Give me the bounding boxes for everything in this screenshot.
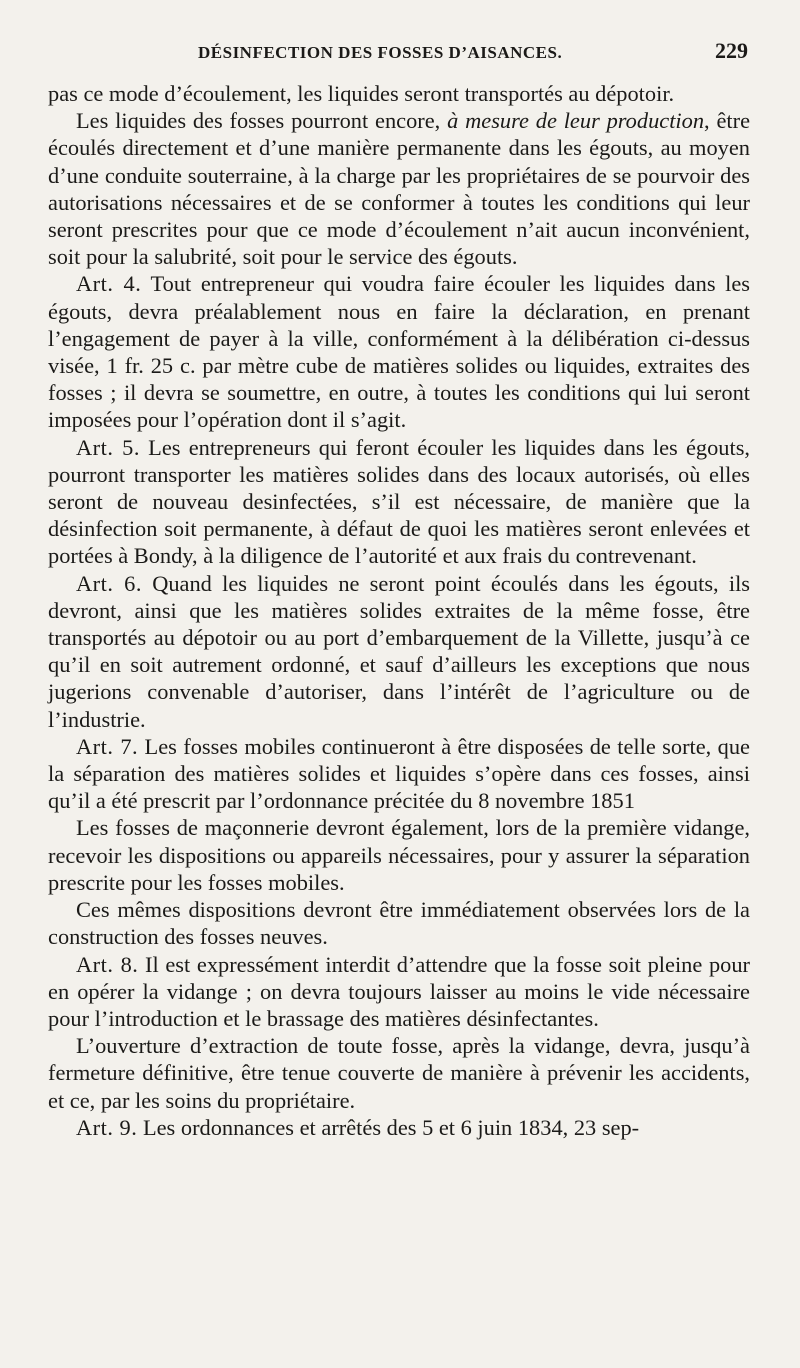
- article-label: Art. 7.: [76, 733, 139, 759]
- article-text: Tout entrepreneur qui voudra faire écouler les liquides dans les égouts, devra préalablement nous en faire la déclaration, en prenant l’engagement de payer à la ville, conformément à la délibération ci-dessus visée, 1 fr. 25 c. par mètre cube de matières solides ou liquides, extraites des fosses ; il devra se soumettre, en outre, à toutes les conditions qui lui seront imposées pour l’opération dont il s’agit.: [48, 271, 750, 433]
- article-9: [48, 1114, 750, 1141]
- paragraph-ouverture: [48, 1032, 750, 1114]
- page-number: 229: [715, 38, 748, 63]
- paragraph-text: Les liquides des fosses pourront encore,: [76, 108, 448, 134]
- emphasis-text: à mesure de leur production: [447, 108, 705, 134]
- paragraph-text: Ces mêmes dispositions devront être immédiatement observées lors de la construction des fosses neuves.: [48, 897, 750, 950]
- article-text: Il est expressément interdit d’attendre que la fosse soit pleine pour en opérer la vidange ; on devra toujours laisser au moins le vide nécessaire pour l’introduction et le brassage des matières désinfectantes.: [48, 951, 750, 1031]
- running-head: [48, 38, 750, 80]
- paragraph-text: , être écoulés directement et d’une manière permanente dans les égouts, au moyen d’une conduite souterraine, à la charge par les propriétaires de se pourvoir des autorisations nécessaires et de se conformer à toutes les conditions qui leur seront prescrites pour que ce mode d’écoulement n’ait aucun inconvénient, soit pour la salubrité, soit pour le service des égouts.: [48, 108, 751, 270]
- article-label: Art. 9.: [76, 1114, 138, 1140]
- article-text: Quand les liquides ne seront point écoulés dans les égouts, ils devront, ainsi que les matières solides extraites de la même fosse, être transportés au dépotoir ou au port d’embarquement de la Villette, jusqu’à ce qu’il en soit autrement ordonné, et sauf d’ailleurs les exceptions que nous jugerions convenable d’autoriser, dans l’intérêt de l’agriculture ou de l’industrie.: [48, 570, 751, 732]
- article-text: Les entrepreneurs qui feront écouler les liquides dans les égouts, pourront transporter les matières solides dans des locaux autorisés, où elles seront de nouveau desinfectées, s’il est nécessaire, de manière que la désinfection soit permanente, à défaut de quoi les matières seront enlevées et portées à Bondy, à la diligence de l’autorité et aux frais du contrevenant.: [48, 434, 751, 569]
- paragraph-text: L’ouverture d’extraction de toute fosse, après la vidange, devra, jusqu’à fermeture définitive, être tenue couverte de manière à prévenir les accidents, et ce, par les soins du propriétaire.: [48, 1033, 750, 1113]
- body-text: [48, 80, 750, 1141]
- article-label: Art. 6.: [76, 570, 142, 596]
- article-text: Les ordonnances et arrêtés des 5 et 6 juin 1834, 23 sep-: [137, 1114, 640, 1140]
- article-text: Les fosses mobiles continueront à être disposées de telle sorte, que la séparation des matières solides et liquides s’opère dans ces fosses, ainsi qu’il a été prescrit par l’ordonnance précitée du 8 novembre 1851: [48, 733, 751, 814]
- article-label: Art. 5.: [76, 434, 140, 460]
- article-5: [48, 434, 750, 570]
- paragraph-text: pas ce mode d’écoulement, les liquides seront transportés au dépotoir.: [48, 81, 675, 106]
- article-6: [48, 570, 750, 733]
- paragraph-dispositions: [48, 896, 750, 950]
- article-label: Art. 4.: [76, 271, 142, 297]
- article-8: [48, 951, 750, 1033]
- paragraph-text: Les fosses de maçonnerie devront également, lors de la première vidange, recevoir les dispositions ou appareils nécessaires, pour y assurer la séparation prescrite pour les fosses mobiles.: [48, 815, 750, 895]
- article-7: [48, 733, 750, 815]
- paragraph-fosses-maconnerie: [48, 814, 750, 896]
- running-title: DÉSINFECTION DES FOSSES D’AISANCES.: [198, 43, 563, 62]
- paragraph-liquides: [48, 107, 750, 270]
- paragraph-continuation: [48, 80, 750, 107]
- article-label: Art. 8.: [76, 951, 139, 977]
- article-4: [48, 270, 750, 433]
